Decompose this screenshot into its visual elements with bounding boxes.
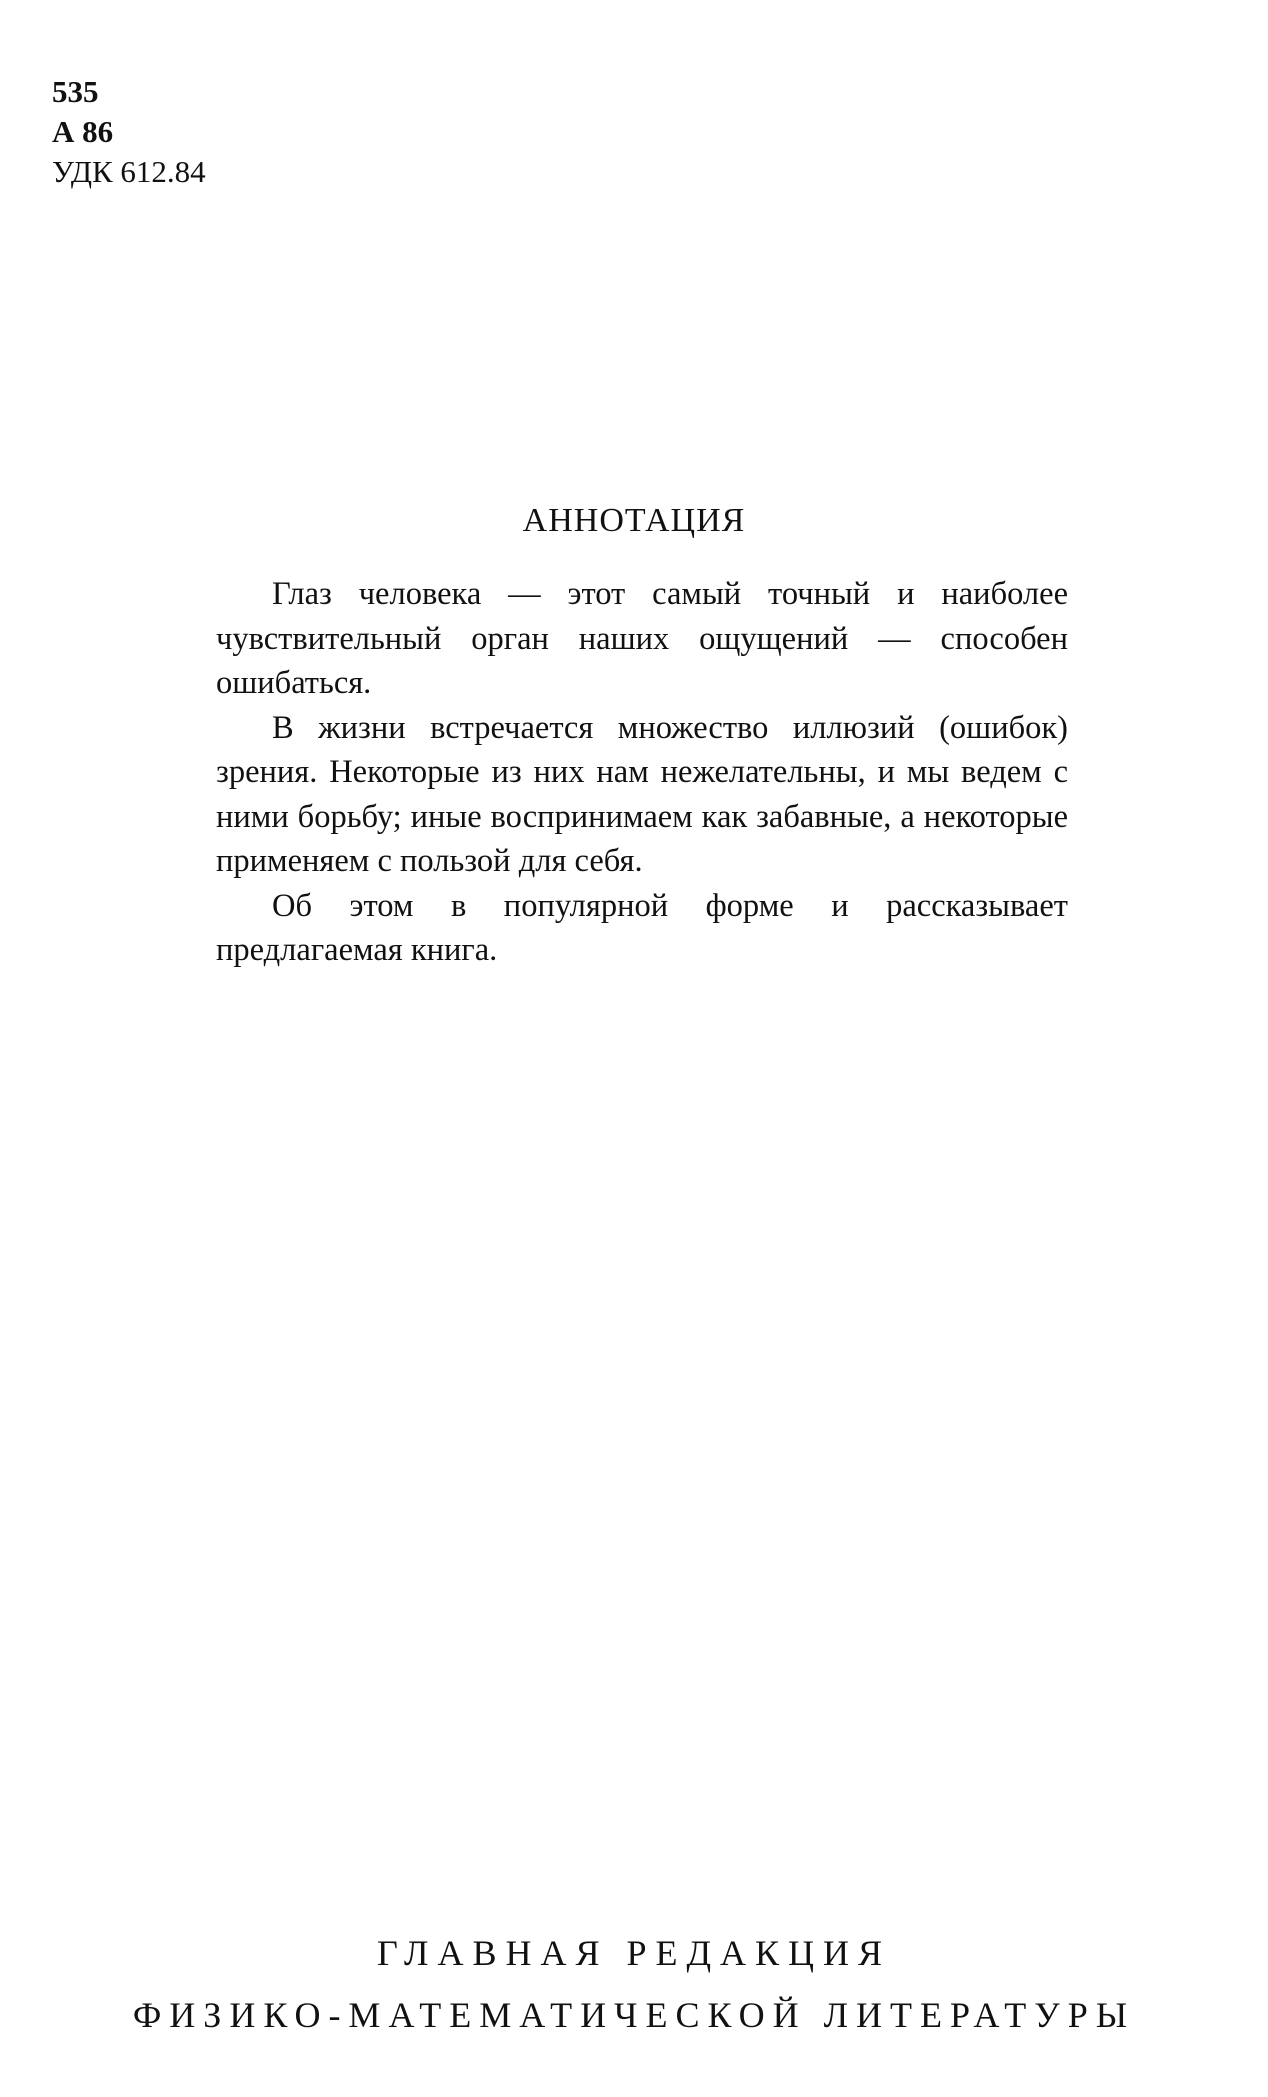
annotation-paragraph: Глаз человека — этот самый точный и наиболее чувствительный орган наших ощущений — способен ошибаться. xyxy=(216,576,1068,701)
annotation-title: АННОТАЦИЯ xyxy=(522,502,746,539)
publisher-line-2: ФИЗИКО-МАТЕМАТИЧЕСКОЙ ЛИТЕРАТУРЫ xyxy=(132,1995,1136,2035)
annotation-paragraph: Об этом в популярной форме и рассказывает предлагаемая книга. xyxy=(216,887,1068,968)
catalog-code-a86: А 86 xyxy=(52,114,114,149)
publisher-line-1: ГЛАВНАЯ РЕДАКЦИЯ xyxy=(376,1933,892,1973)
catalog-block xyxy=(52,72,352,192)
udk-code: УДК 612.84 xyxy=(52,154,206,189)
catalog-code-535: 535 xyxy=(52,74,99,109)
annotation-paragraph: В жизни встречается множество иллюзий (ошибок) зрения. Некоторые из них нам нежелательны, и мы ведем с ними борьбу; иные воспринимаем как забавные, а некоторые применяем с пользой для себя. xyxy=(216,709,1068,879)
annotation-body xyxy=(216,572,1068,973)
